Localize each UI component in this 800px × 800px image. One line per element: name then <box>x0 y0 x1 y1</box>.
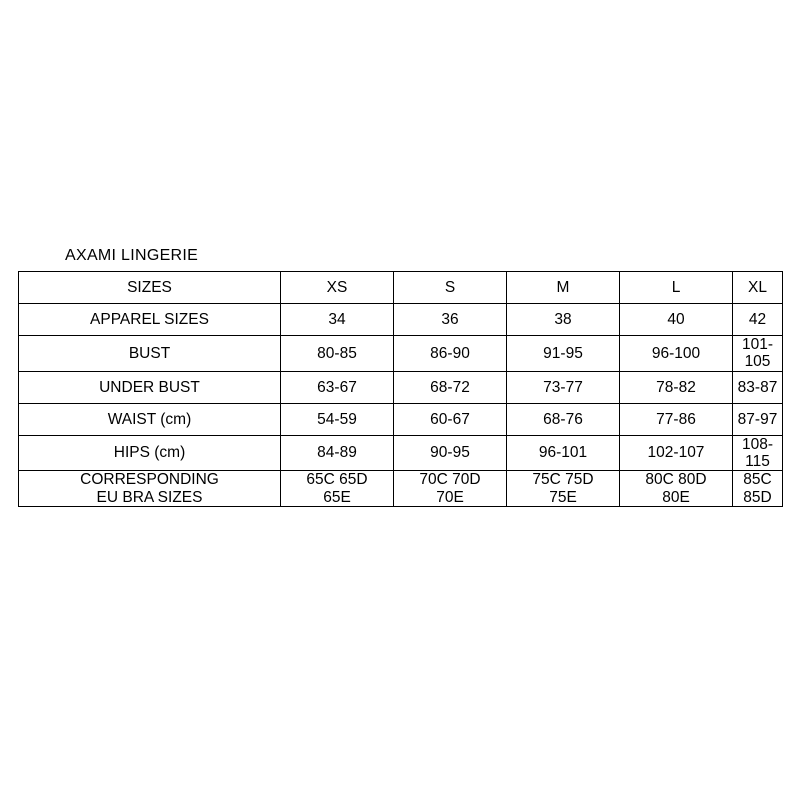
table-row <box>19 304 783 336</box>
table-cell: 40 <box>620 304 733 336</box>
table-cell: 80C 80D 80E <box>620 471 733 507</box>
table-cell: 108- 115 <box>733 435 783 471</box>
row-label: HIPS (cm) <box>19 435 281 471</box>
size-table <box>18 271 783 507</box>
table-cell: 68-76 <box>507 403 620 435</box>
row-label: APPAREL SIZES <box>19 304 281 336</box>
table-cell: 63-67 <box>281 371 394 403</box>
size-table-container <box>18 271 782 507</box>
table-row <box>19 272 783 304</box>
table-cell: 70C 70D 70E <box>394 471 507 507</box>
table-row <box>19 403 783 435</box>
table-cell: 86-90 <box>394 336 507 372</box>
size-table-body <box>19 272 783 507</box>
row-label: UNDER BUST <box>19 371 281 403</box>
table-cell: 80-85 <box>281 336 394 372</box>
table-cell: XS <box>281 272 394 304</box>
table-cell: 96-101 <box>507 435 620 471</box>
table-cell: M <box>507 272 620 304</box>
table-cell: 96-100 <box>620 336 733 372</box>
table-cell: 65C 65D 65E <box>281 471 394 507</box>
table-cell: 42 <box>733 304 783 336</box>
table-cell: 77-86 <box>620 403 733 435</box>
table-cell: 91-95 <box>507 336 620 372</box>
table-cell: 60-67 <box>394 403 507 435</box>
table-cell: 84-89 <box>281 435 394 471</box>
table-cell: 68-72 <box>394 371 507 403</box>
table-cell: S <box>394 272 507 304</box>
table-row <box>19 336 783 372</box>
table-row <box>19 371 783 403</box>
table-cell: 34 <box>281 304 394 336</box>
table-cell: XL <box>733 272 783 304</box>
table-cell: 83-87 <box>733 371 783 403</box>
row-label: BUST <box>19 336 281 372</box>
table-cell: 101- 105 <box>733 336 783 372</box>
table-row <box>19 471 783 507</box>
table-cell: 102-107 <box>620 435 733 471</box>
table-cell: 54-59 <box>281 403 394 435</box>
table-cell: 73-77 <box>507 371 620 403</box>
table-cell: 87-97 <box>733 403 783 435</box>
table-cell: 85C 85D <box>733 471 783 507</box>
brand-title: AXAMI LINGERIE <box>65 247 199 264</box>
row-label: WAIST (cm) <box>19 403 281 435</box>
table-cell: 38 <box>507 304 620 336</box>
table-cell: 36 <box>394 304 507 336</box>
table-cell: L <box>620 272 733 304</box>
table-row <box>19 435 783 471</box>
row-label: SIZES <box>19 272 281 304</box>
table-cell: 75C 75D 75E <box>507 471 620 507</box>
table-cell: 78-82 <box>620 371 733 403</box>
table-cell: 90-95 <box>394 435 507 471</box>
row-label: CORRESPONDING EU BRA SIZES <box>19 471 281 507</box>
